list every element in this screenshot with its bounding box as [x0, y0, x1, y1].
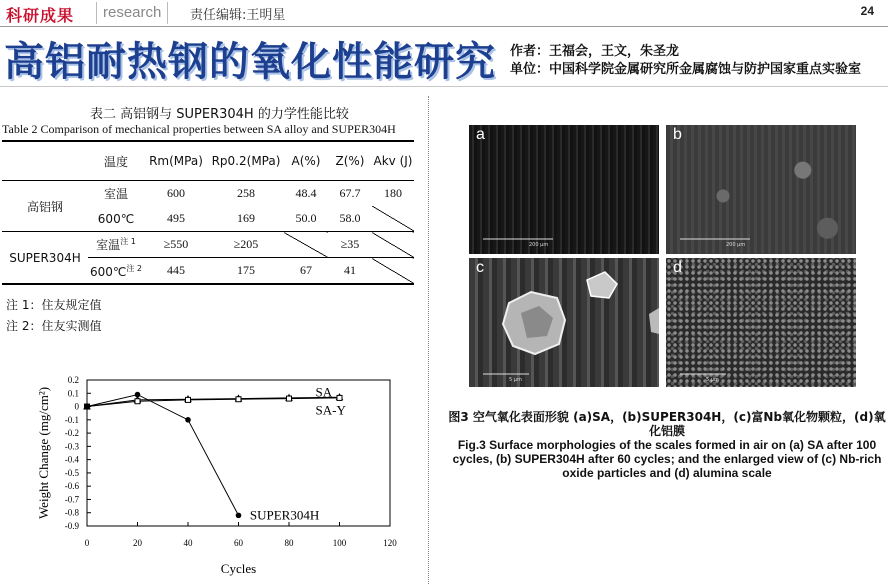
- x-tick-label: 60: [234, 538, 243, 548]
- y-tick-label: -0.5: [64, 467, 79, 478]
- panel-label-c: c: [476, 259, 484, 276]
- scale-bar-b: [666, 125, 856, 254]
- table-note-2: 注 2：住友实测值: [6, 319, 102, 333]
- condition-cell: 600℃: [88, 206, 144, 232]
- micrograph-panel-b: [666, 125, 856, 254]
- micrograph-panel-c: [469, 258, 659, 387]
- table-cell: 445: [144, 258, 208, 285]
- y-axis-label: Weight Change (mg/cm²): [36, 386, 51, 520]
- data-point: [185, 417, 191, 423]
- empty-cell: [372, 258, 414, 285]
- x-tick-label: 40: [183, 538, 193, 548]
- table-cell: ≥35: [328, 232, 372, 258]
- panel-label-a: a: [476, 126, 485, 143]
- table-header-row: [2, 141, 414, 181]
- table-cell: 48.4: [295, 186, 317, 200]
- table-header-rm: Rm(MPa): [144, 141, 208, 181]
- scale-label-b: 200 μm: [726, 242, 746, 248]
- panel-label-d: d: [673, 259, 682, 276]
- y-tick-label: -0.6: [64, 481, 79, 492]
- table-caption-cn: 表二 高铝钢与 SUPER304H 的力学性能比较: [90, 107, 349, 122]
- scale-label-c: 5 μm: [509, 377, 522, 383]
- x-tick-label: 100: [332, 538, 347, 548]
- y-tick-label: -0.8: [64, 507, 79, 518]
- table-cell: 58.0: [328, 206, 372, 232]
- x-tick-label: 120: [383, 538, 397, 548]
- x-axis-label: Cycles: [220, 561, 257, 576]
- material-cell: 高铝钢: [2, 181, 88, 232]
- table-note-1: 注 1：住友规定值: [6, 298, 102, 312]
- figure-caption-cn: 图3 空气氧化表面形貌 (a)SA，(b)SUPER304H，(c)富Nb氧化物颗粒，(d)氧化铝膜: [448, 410, 886, 438]
- empty-cell: [284, 232, 328, 258]
- table-cell: 67: [284, 258, 328, 285]
- table-header-z: Z(%): [328, 141, 372, 181]
- condition-note: 注 2: [126, 263, 143, 273]
- y-tick-label: -0.4: [64, 454, 79, 465]
- condition-note: 注 1: [120, 237, 136, 246]
- scale-bar-a: [469, 125, 659, 254]
- table-cell: 175: [208, 258, 284, 285]
- data-point: [135, 399, 140, 404]
- data-point: [84, 404, 90, 410]
- article-authors: 作者：王福会，王文，朱圣龙: [510, 44, 680, 59]
- table-header-akv: Akv (J): [372, 141, 414, 181]
- panel-label-b: b: [673, 126, 682, 143]
- article-affiliation: 单位：中国科学院金属研究所金属腐蚀与防护国家重点实验室: [510, 62, 862, 77]
- condition-label: 室温: [96, 238, 121, 252]
- table-cell: ≥205: [208, 232, 284, 258]
- micrograph-panel-d: [666, 258, 856, 387]
- table-row: [2, 181, 414, 207]
- header-bar: [0, 0, 888, 27]
- page-number: 24: [860, 4, 874, 18]
- table-cell: 600: [167, 186, 185, 200]
- empty-cell: [372, 232, 414, 258]
- scale-bar-d: [666, 258, 856, 387]
- table-cell: 169: [208, 206, 284, 232]
- micrograph-panel-a: [469, 125, 659, 254]
- table-caption-en: Table 2 Comparison of mechanical properties between SA alloy and SUPER304H: [2, 122, 396, 136]
- series-label: SUPER304H: [249, 507, 320, 523]
- material-cell: SUPER304H: [2, 232, 88, 285]
- table-cell: 180: [384, 186, 402, 200]
- data-point: [186, 397, 191, 402]
- empty-cell: [372, 206, 414, 232]
- x-tick-label: 0: [84, 538, 90, 548]
- editor-credit: 责任编辑:王明星: [190, 8, 286, 23]
- weight-change-chart: [0, 356, 420, 582]
- y-tick-label: -0.9: [64, 521, 79, 531]
- micrograph-grid: [469, 125, 856, 387]
- scale-label-a: 200 μm: [529, 242, 549, 248]
- y-tick-label: -0.2: [64, 428, 79, 439]
- data-point: [287, 396, 292, 401]
- series-label: SA-Y: [315, 402, 346, 418]
- column-divider: [428, 96, 429, 584]
- x-tick-label: 80: [284, 538, 294, 548]
- table-cell: 67.7: [339, 186, 361, 200]
- series-label: SA: [315, 384, 333, 400]
- table-cell: 495: [144, 206, 208, 232]
- y-tick-label: 0.1: [67, 388, 79, 399]
- figure-caption-en: Fig.3 Surface morphologies of the scales formed in air on (a) SA after 100 cycles, (b) SUPER304H after 60 cycles; and the enlarged view of (c) Nb-rich oxide particles and (d) alumina scale: [452, 438, 882, 480]
- properties-table: [2, 140, 414, 285]
- table-cell: 50.0: [284, 206, 328, 232]
- header-divider: [0, 86, 888, 87]
- y-tick-label: 0.2: [67, 375, 79, 385]
- article-title: 高铝耐热钢的氧化性能研究: [4, 38, 496, 85]
- data-point: [135, 392, 141, 398]
- table-header-material: [2, 141, 88, 181]
- table-header-a: A(%): [284, 141, 328, 181]
- x-tick-label: 20: [133, 538, 142, 548]
- section-label: research: [96, 2, 168, 24]
- condition-cell: 室温: [103, 187, 128, 201]
- section-tag: 科研成果: [6, 6, 75, 25]
- data-point: [236, 513, 242, 519]
- y-tick-label: -0.1: [64, 414, 79, 425]
- condition-cell: [88, 232, 144, 258]
- series-line-sa-y: [87, 398, 340, 407]
- oxide-particles: [469, 258, 659, 387]
- data-point: [236, 397, 241, 402]
- figure-caption: [447, 410, 887, 480]
- y-tick-label: 0: [74, 401, 79, 412]
- series-line-super304h: [87, 395, 239, 516]
- table-cell: 41: [328, 258, 372, 285]
- y-tick-label: -0.7: [64, 494, 79, 505]
- table-row: [2, 232, 414, 258]
- table-cell: 258: [237, 186, 255, 200]
- y-tick-label: -0.3: [64, 441, 79, 452]
- condition-cell: [88, 258, 144, 285]
- table-header-rp: Rp0.2(MPa): [208, 141, 284, 181]
- table-cell: ≥550: [144, 232, 208, 258]
- data-point: [337, 395, 342, 400]
- scale-label-d: 5 μm: [706, 377, 719, 383]
- condition-label: 600℃: [89, 264, 127, 279]
- table-header-temp: 温度: [88, 141, 144, 181]
